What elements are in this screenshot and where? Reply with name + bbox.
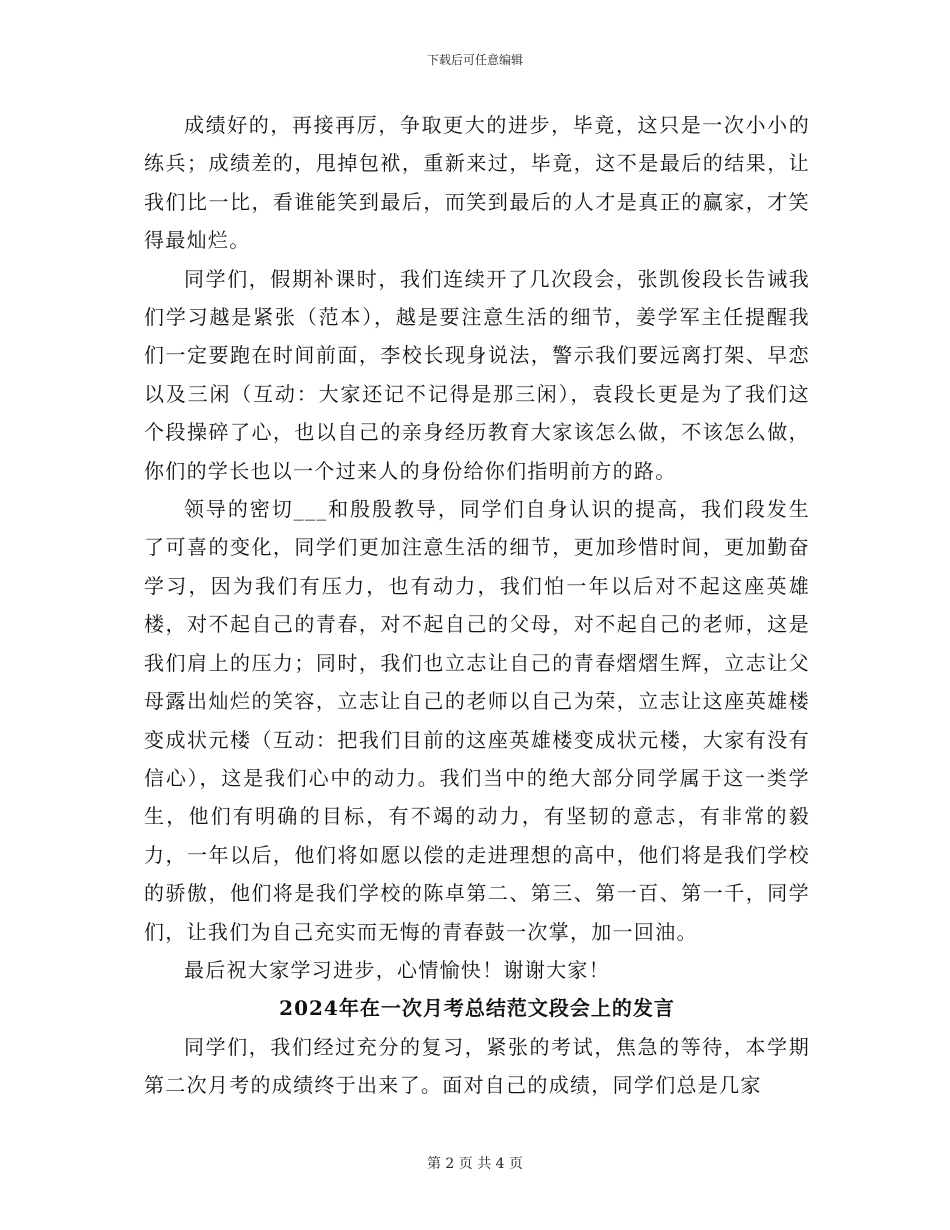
paragraph: 同学们，假期补课时，我们连续开了几次段会，张凯俊段长告诫我们学习越是紧张（范本），越是要注意生活的细节，姜学军主任提醒我们一定要跑在时间前面，李校长现身说法，警示我们要远离打架、早恋以及三闲（互动：大家还记不记得是那三闲），袁段长更是为了我们这个段操碎了心，也以自己的亲身经历教育大家该怎么做，不该怎么做，你们的学长也以一个过来人的身份给你们指明前方的路。 [144,266,810,483]
document-body [144,106,810,1105]
page-header: 下载后可任意编辑 [426,53,523,67]
paragraph: 最后祝大家学习进步，心情愉快！谢谢大家！ [184,957,610,982]
section-title: 2024年在一次月考总结范文段会上的发言 [279,996,675,1021]
page-number: 第 2 页 共 4 页 [426,1156,524,1172]
paragraph: 同学们，我们经过充分的复习，紧张的考试，焦急的等待，本学期第二次月考的成绩终于出来了。面对自己的成绩，同学们总是几家 [144,1034,810,1098]
paragraph: 领导的密切___和殷殷教导，同学们自身认识的提高，我们段发生了可喜的变化，同学们更加注意生活的细节，更加珍惜时间，更加勤奋学习，因为我们有压力，也有动力，我们怕一年以后对不起这座英雄楼，对不起自己的青春，对不起自己的父母，对不起自己的老师，这是我们肩上的压力；同时，我们也立志让自己的青春熠熠生辉，立志让父母露出灿烂的笑容，立志让自己的老师以自己为荣，立志让这座英雄楼变成状元楼（互动：把我们目前的这座英雄楼变成状元楼，大家有没有信心），这是我们心中的动力。我们当中的绝大部分同学属于这一类学生，他们有明确的目标，有不竭的动力，有坚韧的意志，有非常的毅力，一年以后，他们将如愿以偿的走进理想的高中，他们将是我们学校的骄傲，他们将是我们学校的陈卓第二、第三、第一百、第一千，同学们，让我们为自己充实而无悔的青春鼓一次掌，加一回油。 [144,497,810,944]
paragraph: 成绩好的，再接再厉，争取更大的进步，毕竟，这只是一次小小的练兵；成绩差的，甩掉包袱，重新来过，毕竟，这不是最后的结果，让我们比一比，看谁能笑到最后，而笑到最后的人才是真正的赢家，才笑得最灿烂。 [144,113,810,253]
